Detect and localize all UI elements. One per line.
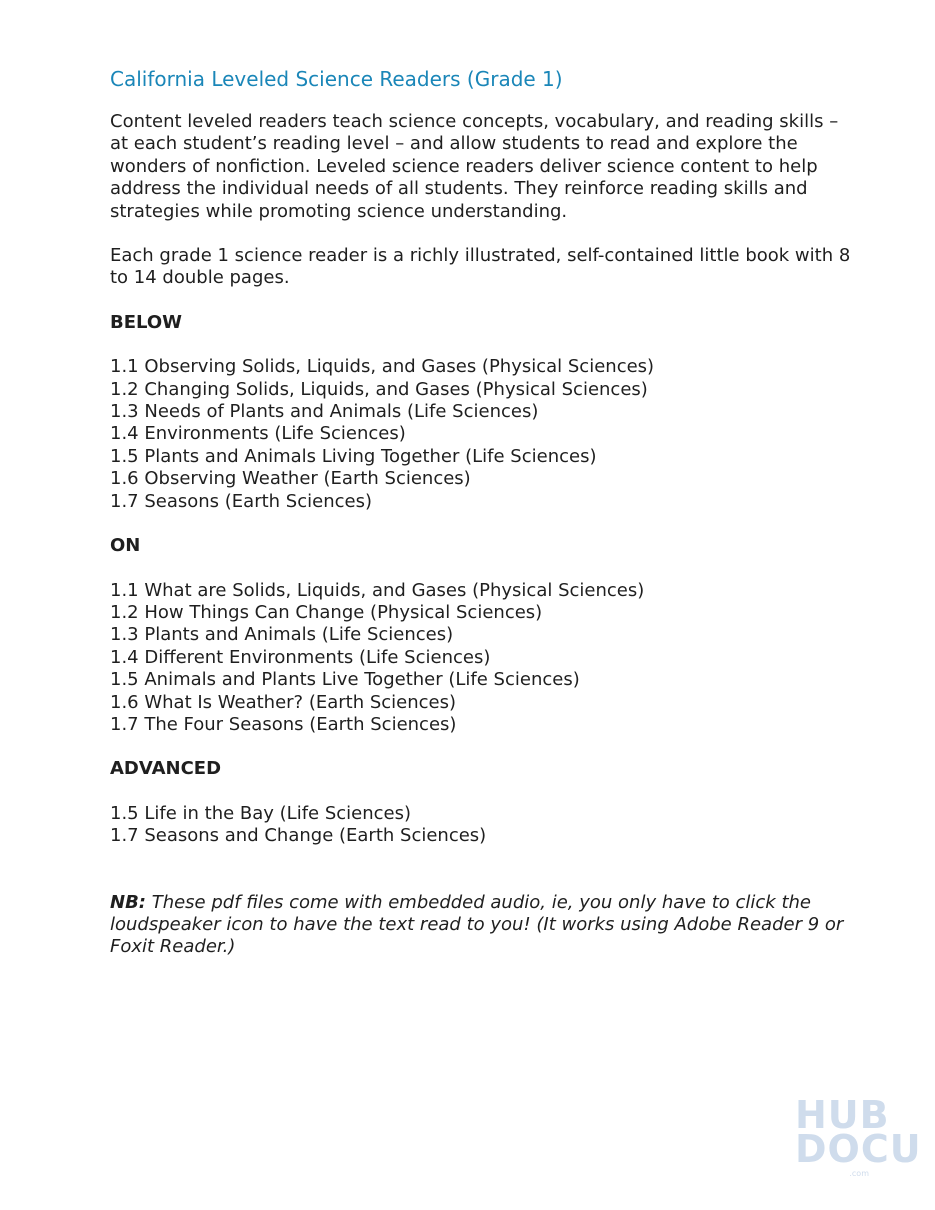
section-heading: ADVANCED [110,758,222,780]
list-item: 1.2 How Things Can Change (Physical Sciences) [110,601,543,623]
list-item: 1.2 Changing Solids, Liquids, and Gases (Physical Sciences) [110,378,648,400]
list-item: 1.7 The Four Seasons (Earth Sciences) [110,713,457,735]
list-item: 1.5 Plants and Animals Living Together (Life Sciences) [110,445,597,467]
description-paragraph: Each grade 1 science reader is a richly illustrated, self-contained little book with 8 to 14 double pages. [110,245,851,289]
list-item: 1.5 Life in the Bay (Life Sciences) [110,802,412,824]
watermark-line-2: DOCU [795,1127,922,1171]
hubdocu-watermark-logo [795,1093,922,1180]
section-on [110,535,855,736]
list-item: 1.3 Plants and Animals (Life Sciences) [110,624,454,646]
list-item: 1.6 What Is Weather? (Earth Sciences) [110,691,457,713]
list-item: 1.1 What are Solids, Liquids, and Gases (Physical Sciences) [110,579,645,601]
watermark-suffix: .com [849,1169,869,1178]
note-label: NB: [110,891,146,913]
list-item: 1.7 Seasons (Earth Sciences) [110,490,372,512]
section-advanced [110,758,855,847]
document-page [110,66,855,959]
list-item: 1.5 Animals and Plants Live Together (Life Sciences) [110,669,580,691]
note-paragraph [110,892,855,959]
list-item: 1.3 Needs of Plants and Animals (Life Sciences) [110,401,539,423]
watermark-line-1: HUB [795,1093,890,1137]
list-item: 1.6 Observing Weather (Earth Sciences) [110,468,471,490]
reader-list [110,803,855,848]
list-item: 1.7 Seasons and Change (Earth Sciences) [110,825,487,847]
list-item: 1.4 Environments (Life Sciences) [110,423,406,445]
section-heading: ON [110,535,141,557]
list-item: 1.4 Different Environments (Life Sciences) [110,646,491,668]
section-below [110,312,855,513]
list-item: 1.1 Observing Solids, Liquids, and Gases (Physical Sciences) [110,356,655,378]
document-title: California Leveled Science Readers (Grade 1) [110,67,563,91]
section-heading: BELOW [110,311,182,333]
reader-list [110,356,855,513]
reader-list [110,580,855,737]
note-text: These pdf files come with embedded audio, ie, you only have to click the loudspeaker icon to have the text read to you! (It works using Adobe Reader 9 or Foxit Reader.) [110,891,844,958]
intro-paragraph: Content leveled readers teach science concepts, vocabulary, and reading skills – at each student’s reading level – and allow students to read and explore the wonders of nonfiction. Leveled science readers deliver science content to help address the individual needs of all students. They reinforce reading skills and strategies while promoting science understanding. [110,111,839,222]
